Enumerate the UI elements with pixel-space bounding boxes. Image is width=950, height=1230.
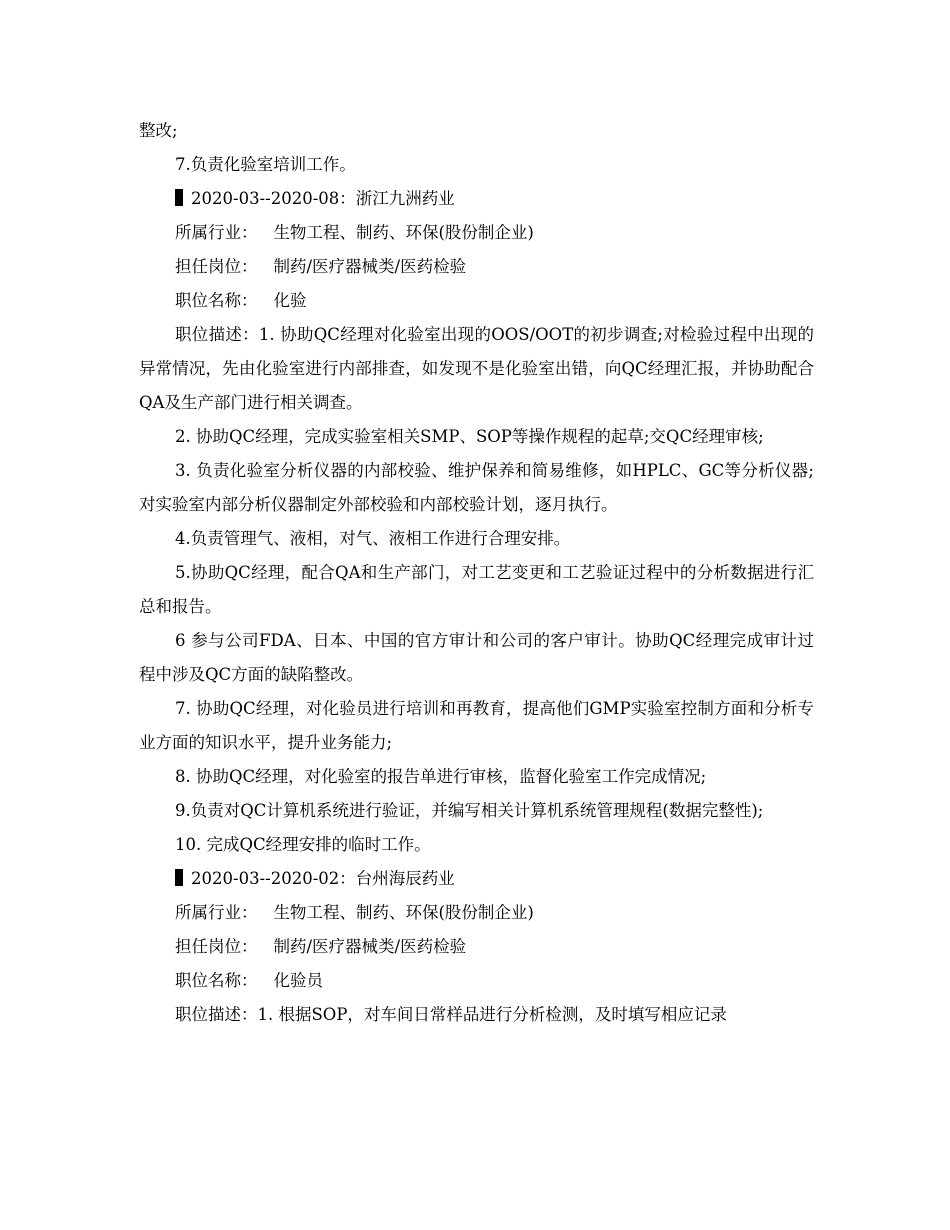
job1-desc-item-5: 5.协助QC经理，配合QA和生产部门，对工艺变更和工艺验证过程中的分析数据进行汇总和报告。 (139, 563, 814, 616)
industry-label: 所属行业： (175, 223, 258, 242)
job1-desc-item-10: 10. 完成QC经理安排的临时工作。 (175, 835, 431, 854)
title-label: 职位名称： (175, 291, 258, 310)
resume-text (139, 114, 814, 1032)
job1-desc-item-7: 7. 协助QC经理，对化验员进行培训和再教育，提高他们GMP实验室控制方面和分析专业方面的知识水平，提升业务能力; (139, 699, 814, 752)
title-value: 化验员 (273, 971, 323, 990)
job-header-text: 2020-03--2020-08：浙江九洲药业 (191, 189, 455, 208)
post-label: 担任岗位： (175, 257, 258, 276)
job1-desc-item-4: 4.负责管理气、液相，对气、液相工作进行合理安排。 (175, 529, 571, 548)
title-value: 化验 (273, 291, 307, 310)
bullet-marker-icon (175, 869, 183, 886)
job1-post-row (139, 250, 814, 284)
desc-label: 职位描述： (175, 325, 259, 344)
job-header-1 (139, 182, 814, 216)
job1-desc-item-6: 6 参与公司FDA、日本、中国的官方审计和公司的客户审计。协助QC经理完成审计过程中涉及QC方面的缺陷整改。 (139, 631, 814, 684)
job1-desc-item-2: 2. 协助QC经理，完成实验室相关SMP、SOP等操作规程的起草;交QC经理审核; (175, 427, 764, 446)
desc-text: 1. 协助QC经理对化验室出现的OOS/OOT的初步调查;对检验过程中出现的异常情况，先由化验室进行内部排查，如发现不是化验室出错，向QC经理汇报，并协助配合QA及生产部门进行相关调查。 (139, 325, 814, 412)
paragraph-continuation: 整改; (139, 121, 178, 140)
desc-label: 职位描述： (175, 1005, 258, 1024)
post-value: 制药/医疗器械类/医药检验 (273, 257, 467, 276)
industry-label: 所属行业： (175, 903, 258, 922)
previous-job-item-7: 7.负责化验室培训工作。 (175, 155, 356, 174)
job1-desc-item-3: 3. 负责化验室分析仪器的内部校验、维护保养和简易维修，如HPLC、GC等分析仪器;对实验室内部分析仪器制定外部校验和内部校验计划，逐月执行。 (139, 461, 814, 514)
job1-desc-item-8: 8. 协助QC经理，对化验室的报告单进行审核，监督化验室工作完成情况; (175, 767, 707, 786)
post-value: 制药/医疗器械类/医药检验 (273, 937, 467, 956)
job2-title-row (139, 964, 814, 998)
job2-post-row (139, 930, 814, 964)
title-label: 职位名称： (175, 971, 258, 990)
desc-text: 1. 根据SOP，对车间日常样品进行分析检测，及时填写相应记录 (257, 1005, 727, 1024)
job1-title-row (139, 284, 814, 318)
post-label: 担任岗位： (175, 937, 258, 956)
industry-value: 生物工程、制药、环保(股份制企业) (273, 903, 534, 922)
job-header-2 (139, 862, 814, 896)
industry-value: 生物工程、制药、环保(股份制企业) (273, 223, 534, 242)
job2-industry-row (139, 896, 814, 930)
job1-desc-item-9: 9.负责对QC计算机系统进行验证，并编写相关计算机系统管理规程(数据完整性); (175, 801, 764, 820)
job1-industry-row (139, 216, 814, 250)
job-header-text: 2020-03--2020-02：台州海辰药业 (191, 869, 455, 888)
job1-desc-item-1 (139, 318, 814, 420)
bullet-marker-icon (175, 189, 183, 206)
job2-desc-item-1 (139, 998, 814, 1032)
